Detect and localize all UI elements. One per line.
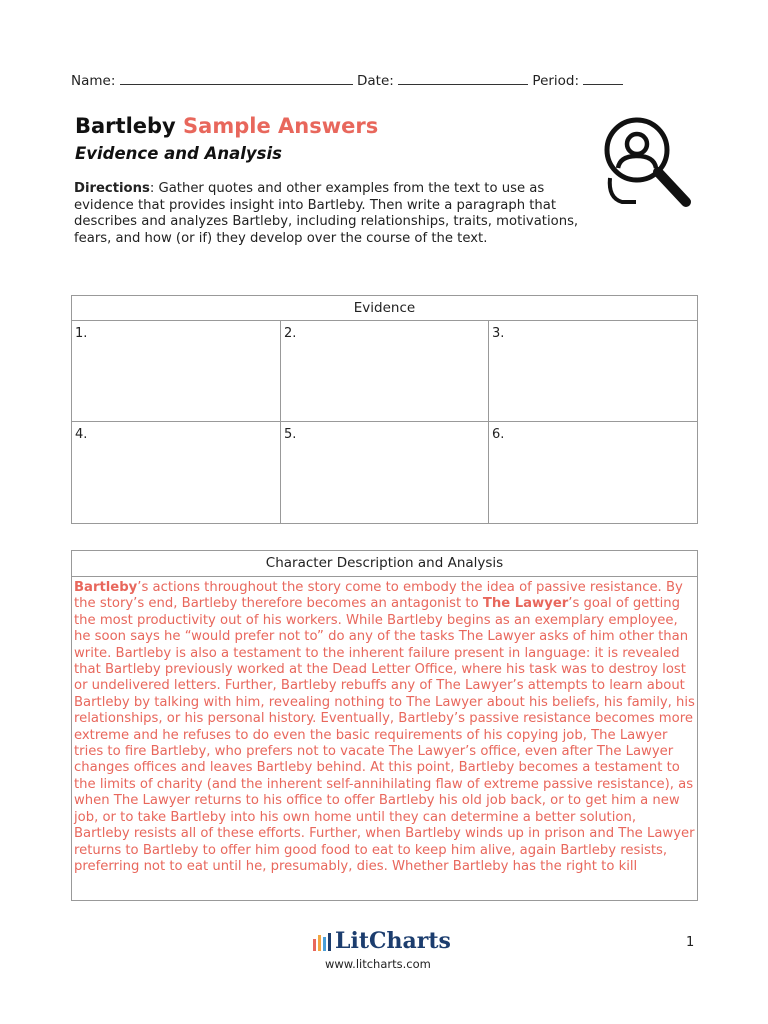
evidence-cell-3[interactable]: 3.: [489, 321, 697, 422]
analysis-bold-lawyer: The Lawyer: [482, 596, 569, 612]
analysis-bold-bartleby: Bartleby: [74, 580, 138, 595]
page-subtitle: Evidence and Analysis: [75, 144, 282, 163]
date-blank[interactable]: [398, 72, 528, 85]
title-accent: Sample Answers: [183, 114, 379, 138]
analysis-text-part-2: ’s goal of getting the most productivity out of his workers. While Bartleby begins as an exemplary employee, he soon says he “would prefer not to” do any of the tasks The Lawyer asks of him other than write. Bartleby is also a testament to the inherent failure present in language: it is revealed that Bartleby previously worked at the Dead Letter Office, where his task was to destroy lost or undelivered letters. Further, Bartleby rebuffs any of The Lawyer’s attempts to learn about Bartleby by talking with him, revealing nothing to The Lawyer about his beliefs, his family, his relationships, or his personal history. Eventually, Bartleby’s passive resistance becomes more extreme and he refuses to do even the basic requirements of his copying job, The Lawyer tries to fire Bartleby, who prefers not to vacate The Lawyer’s office, even after The Lawyer changes offices and leaves Bartleby behind. At this point, Bartleby becomes a testament to the limits of charity (and the inherent self-annihilating flaw of extreme passive resistance), as when The Lawyer returns to his office to offer Bartleby his old job back, or to get him a new job, or to take Bartleby into his own home until they can determine a better solution, Bartleby resists all of these efforts. Further, when Bartleby winds up in prison and The Lawyer returns to Bartleby to offer him good food to eat to keep him alive, again Bartleby resists, preferring not to eat until he, presumably, dies. Whether Bartleby has the right to kill: [74, 596, 695, 874]
evidence-table: [71, 295, 698, 524]
brand-name: LitCharts: [335, 928, 451, 954]
footer-url[interactable]: www.litcharts.com: [325, 957, 431, 971]
name-blank[interactable]: [120, 72, 353, 85]
analysis-heading: Character Description and Analysis: [72, 551, 697, 577]
directions-label: Directions: [74, 181, 150, 196]
litcharts-logo: [313, 928, 451, 954]
period-label: Period:: [532, 73, 580, 89]
page-title: [75, 114, 378, 138]
analysis-box: [71, 550, 698, 901]
evidence-cell-5[interactable]: 5.: [281, 422, 489, 524]
logo-bar: [318, 935, 321, 951]
analysis-text-part-1: ’s actions throughout the story come to embody the idea of passive resistance. By the story’s end, Bartleby therefore becomes an antagonist to: [74, 580, 683, 612]
logo-bar: [323, 937, 326, 951]
person-magnifying-glass-icon: [600, 112, 695, 212]
directions-text: : Gather quotes and other examples from the text to use as evidence that provides insight into Bartleby. Then write a paragraph that describes and analyzes Bartleby, including relationships, traits, motivations, fears, and how (or if) they develop over the course of the text.: [74, 181, 579, 246]
evidence-heading: Evidence: [72, 296, 697, 321]
directions-paragraph: [74, 181, 594, 247]
analysis-text: [72, 577, 697, 875]
period-blank[interactable]: [583, 72, 623, 85]
evidence-cell-4[interactable]: 4.: [72, 422, 281, 524]
evidence-cell-1[interactable]: 1.: [72, 321, 281, 422]
name-label: Name:: [71, 73, 116, 89]
evidence-grid: [72, 321, 697, 524]
student-info-line: [71, 72, 623, 89]
title-main: Bartleby: [75, 114, 176, 138]
evidence-cell-6[interactable]: 6.: [492, 427, 505, 442]
evidence-cell-2[interactable]: 2.: [281, 321, 489, 422]
logo-bar: [313, 939, 316, 951]
date-label: Date:: [356, 73, 394, 89]
page-number: 1: [686, 935, 695, 950]
logo-bars-icon: [313, 931, 331, 954]
logo-bar: [328, 933, 331, 951]
